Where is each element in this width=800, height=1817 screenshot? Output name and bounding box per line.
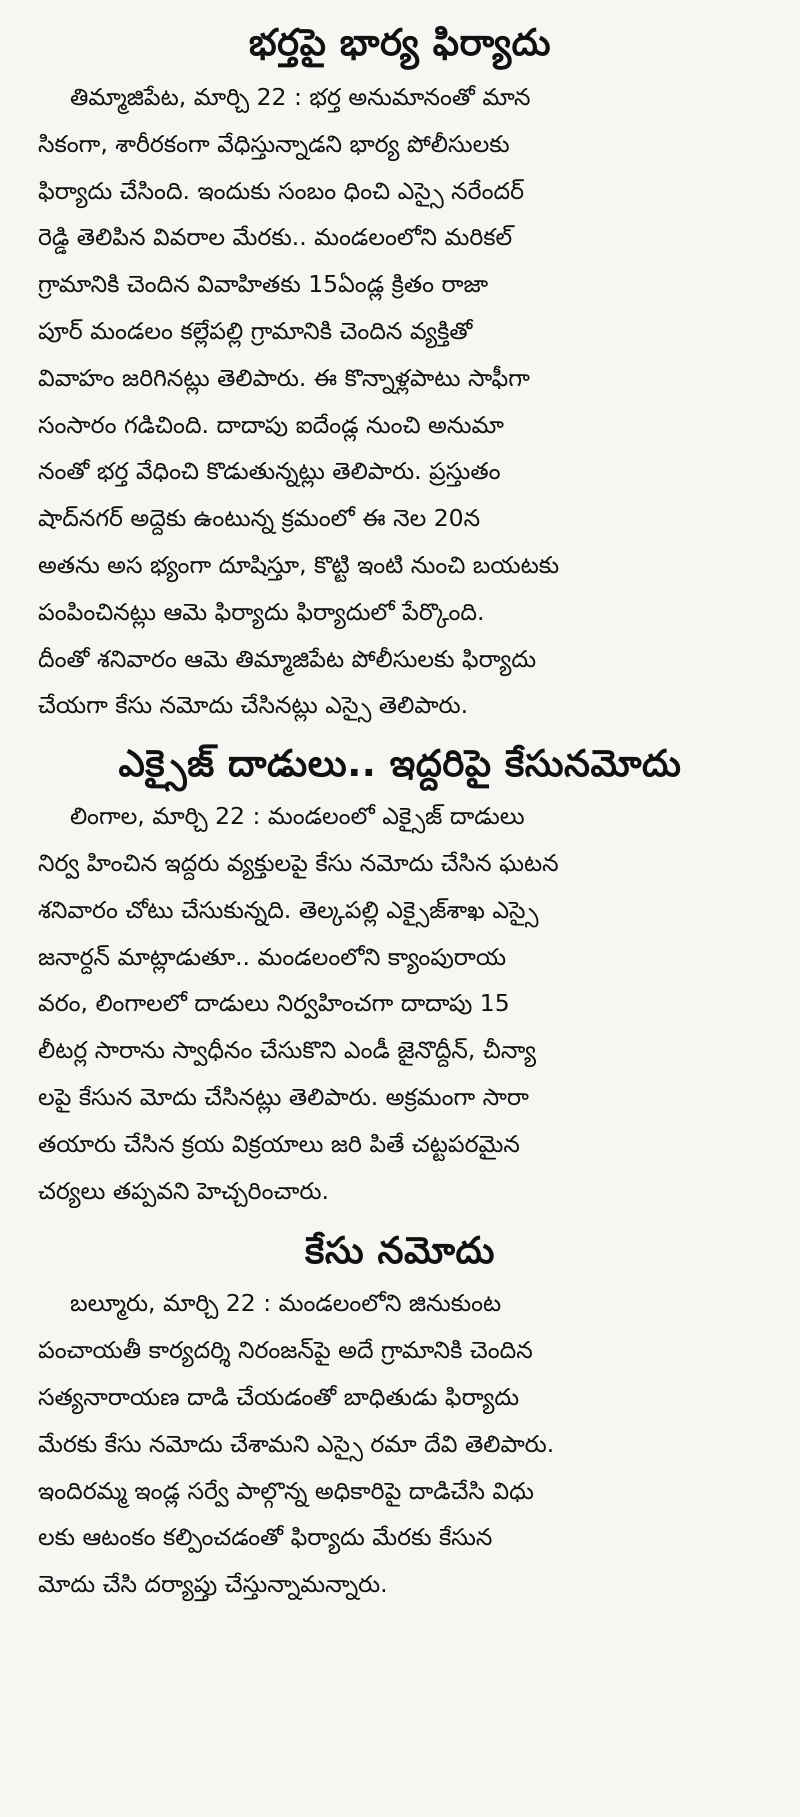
- body-line: లీటర్ల సారాను స్వాధీనం చేసుకొని ఎండీ జైనొద్దీన్, చీన్యా: [38, 1036, 537, 1065]
- article-excise-raids: [38, 735, 762, 1214]
- body-line: శనివారం చోటు చేసుకున్నది. తెల్కపల్లి ఎక్సైజ్‌శాఖ ఎస్సై: [38, 895, 539, 924]
- article-body: [38, 1280, 762, 1608]
- body-line: వివాహం జరిగినట్లు తెలిపారు. ఈ కొన్నాళ్లపాటు సాఫీగా: [38, 363, 530, 392]
- article-case-registered: [38, 1222, 762, 1608]
- article-body: [38, 793, 762, 1214]
- body-line: రెడ్డి తెలిపిన వివరాల మేరకు.. మండలంలోని మరికల్: [38, 223, 513, 252]
- article-body: [38, 74, 762, 729]
- body-line: గ్రామానికి చెందిన వివాహితకు 15ఏండ్ల క్రితం రాజా: [38, 270, 489, 299]
- body-line: ఇందిరమ్మ ఇండ్ల సర్వే పాల్గొన్న అధికారిపై దాడిచేసి విధు: [38, 1476, 534, 1505]
- body-line: తయారు చేసిన క్రయ విక్రయాలు జరి పితే చట్టపరమైన: [38, 1129, 520, 1158]
- body-line: సత్యనారాయణ దాడి చేయడంతో బాధితుడు ఫిర్యాదు: [38, 1382, 520, 1411]
- body-line: చర్యలు తప్పవని హెచ్చరించారు.: [38, 1176, 329, 1205]
- body-line: లకు ఆటంకం కల్పించడంతో ఫిర్యాదు మేరకు కేసున: [38, 1523, 493, 1552]
- body-line: షాద్‌నగర్ అద్దెకు ఉంటున్న క్రమంలో ఈ నెల 20న: [38, 504, 481, 533]
- body-line: లింగాల, మార్చి 22 : మండలంలో ఎక్సైజ్ దాడులు: [70, 802, 525, 831]
- body-line: లపై కేసున మోదు చేసినట్లు తెలిపారు. అక్రమంగా సారా: [38, 1082, 529, 1111]
- body-line: మేరకు కేసు నమోదు చేశామని ఎస్సై రమా దేవి తెలిపారు.: [38, 1429, 555, 1458]
- body-line: సంసారం గడిచింది. దాదాపు ఐదేండ్ల నుంచి అనుమా: [38, 410, 504, 439]
- body-line: పూర్ మండలం కల్లేపల్లి గ్రామానికి చెందిన వ్యక్తితో: [38, 316, 473, 345]
- body-line: ఫిర్యాదు చేసింది. ఇందుకు సంబం ధించి ఎస్సై నరేందర్: [38, 176, 525, 205]
- body-line: వరం, లింగాలలో దాడులు నిర్వహించగా దాదాపు 15: [38, 989, 510, 1018]
- body-line: పంచాయతీ కార్యదర్శి నిరంజన్‌పై అదే గ్రామానికి చెందిన: [38, 1336, 533, 1365]
- article-headline: భర్తపై భార్య ఫిర్యాదు: [248, 21, 552, 64]
- body-line: నిర్వ హించిన ఇద్దరు వ్యక్తులపై కేసు నమోదు చేసిన ఘటన: [38, 848, 559, 877]
- body-line: సికంగా, శారీరకంగా వేధిస్తున్నాడని భార్య పోలీసులకు: [38, 129, 510, 158]
- body-line: దీంతో శనివారం ఆమె తిమ్మాజిపేట పోలీసులకు ఫిర్యాదు: [38, 644, 537, 673]
- article-husband-complaint: [38, 14, 762, 729]
- body-line: తిమ్మాజిపేట, మార్చి 22 : భర్త అనుమానంతో మాన: [70, 83, 531, 111]
- body-line: పంపించినట్లు ఆమె ఫిర్యాదు ఫిర్యాదులో పేర్కొంది.: [38, 597, 485, 626]
- body-line: చేయగా కేసు నమోదు చేసినట్లు ఎస్సై తెలిపారు.: [38, 691, 469, 720]
- body-line: మోదు చేసి దర్యాప్తు చేస్తున్నామన్నారు.: [38, 1570, 388, 1599]
- article-headline: కేసు నమోదు: [305, 1229, 495, 1273]
- body-line: బల్మూరు, మార్చి 22 : మండలంలోని జినుకుంట: [70, 1289, 502, 1318]
- body-line: నంతో భర్త వేధించి కొడుతున్నట్లు తెలిపారు. ప్రస్తుతం: [38, 457, 501, 486]
- article-headline: ఎక్సైజ్ దాడులు.. ఇద్దరిపై కేసునమోదు: [118, 742, 682, 786]
- body-line: అతను అస భ్యంగా దూషిస్తూ, కొట్టి ఇంటి నుంచి బయటకు: [38, 550, 560, 579]
- body-line: జనార్దన్ మాట్లాడుతూ.. మండలంలోని క్యాంపురాయ: [38, 942, 507, 971]
